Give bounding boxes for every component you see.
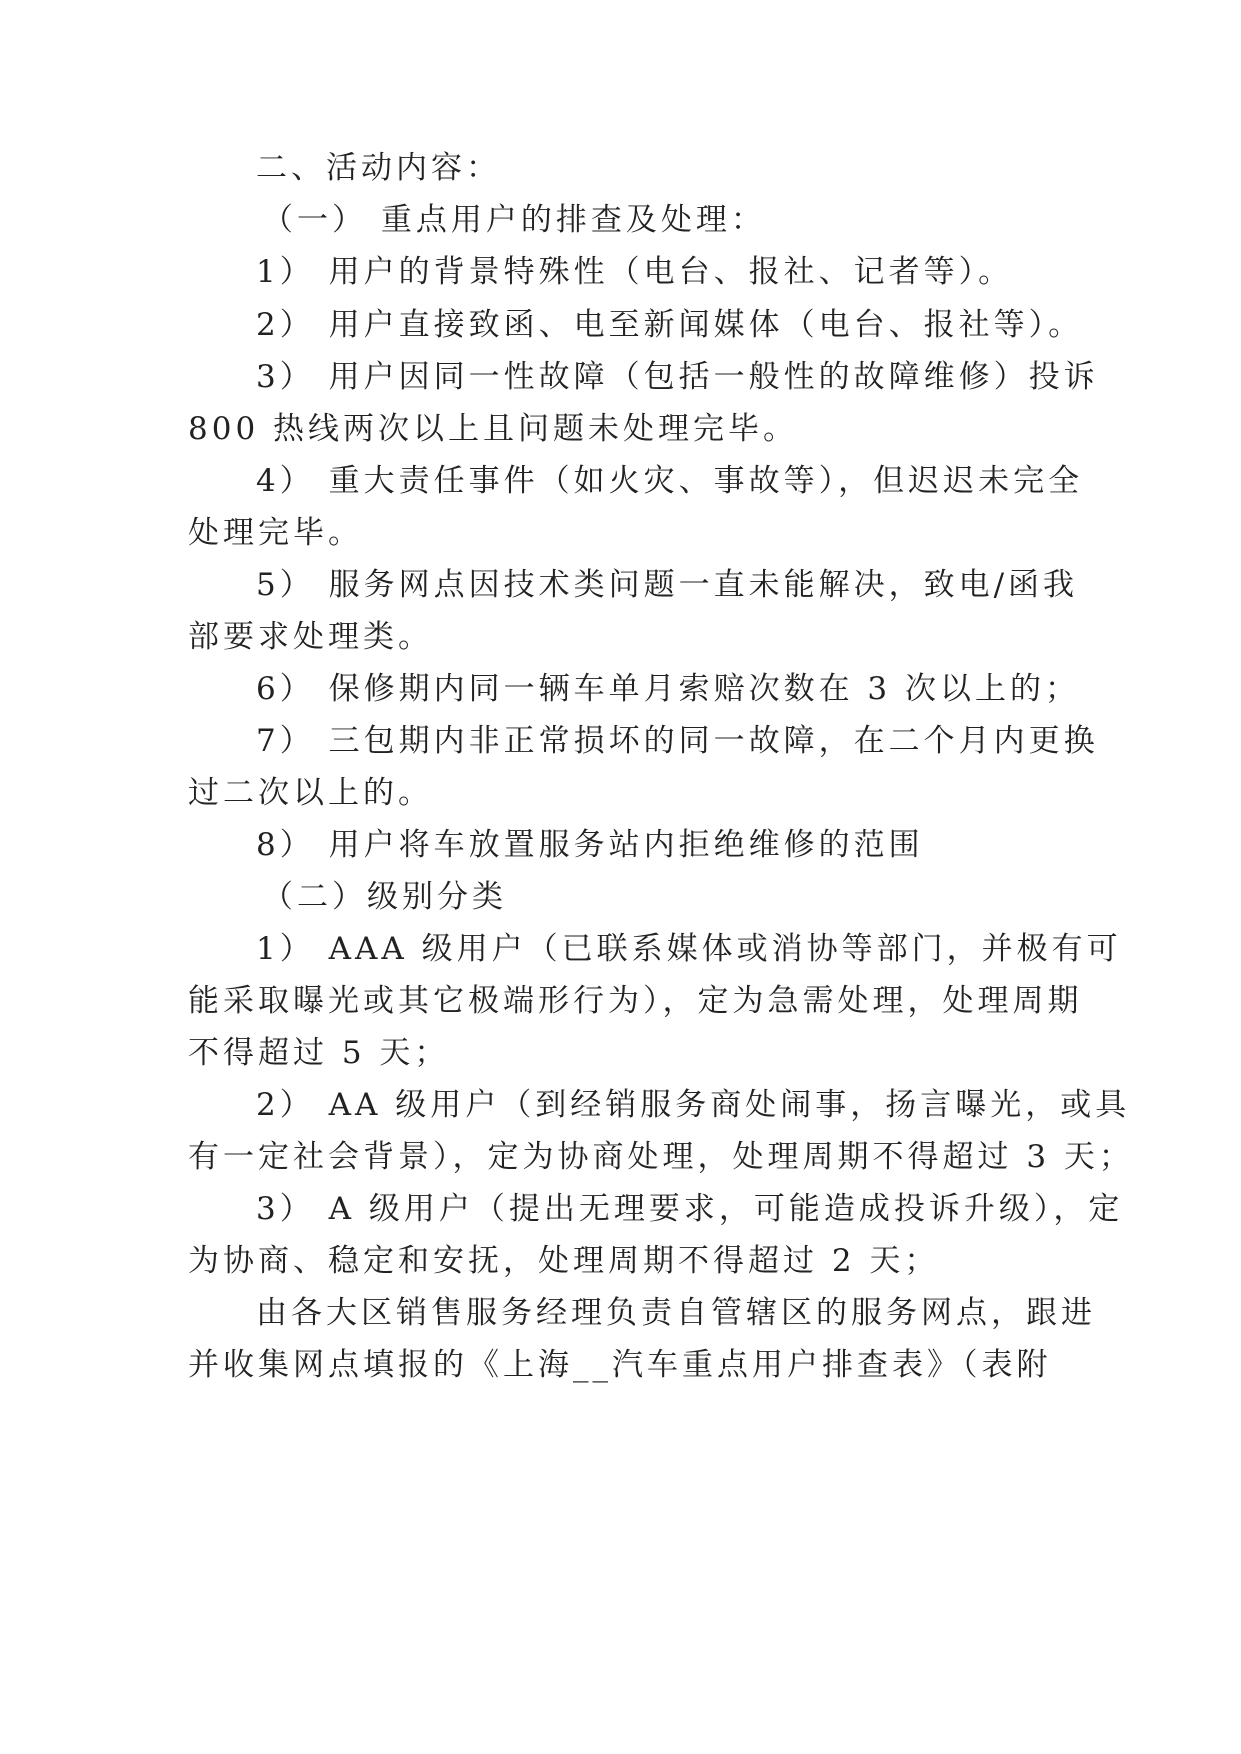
paragraph-line: 4） 重大责任事件（如火灾、事故等），但迟迟未完全 xyxy=(256,463,1084,499)
paragraph-line: 由各大区销售服务经理负责自管辖区的服务网点，跟进 xyxy=(256,1295,1096,1331)
section-heading: 二、活动内容： xyxy=(256,150,501,186)
paragraph-line: 6） 保修期内同一辆车单月索赔次数在 3 次以上的； xyxy=(256,671,1081,707)
paragraph-line: 5） 服务网点因技术类问题一直未能解决，致电/函我 xyxy=(256,567,1079,603)
paragraph-line: 3） 用户因同一性故障（包括一般性的故障维修）投诉 xyxy=(256,359,1099,395)
paragraph-line: 部要求处理类。 xyxy=(188,619,433,655)
paragraph-line: 8） 用户将车放置服务站内拒绝维修的范围 xyxy=(256,827,924,863)
paragraph-line: 2） AA 级用户（到经销服务商处闹事，扬言曝光，或具 xyxy=(256,1087,1131,1123)
paragraph-line: 过二次以上的。 xyxy=(188,775,433,811)
paragraph-line: 800 热线两次以上且问题未处理完毕。 xyxy=(188,411,799,447)
paragraph-line: 不得超过 5 天； xyxy=(188,1035,450,1071)
paragraph-line: 1） AAA 级用户（已联系媒体或消协等部门，并极有可 xyxy=(256,931,1122,967)
paragraph-line: 3） A 级用户（提出无理要求，可能造成投诉升级），定 xyxy=(256,1191,1124,1227)
paragraph-line: 并收集网点填报的《上海__汽车重点用户排查表》（表附 xyxy=(188,1347,1052,1383)
paragraph-line: 处理完毕。 xyxy=(188,515,363,551)
paragraph-line: 能采取曝光或其它极端形行为），定为急需处理，处理周期 xyxy=(188,983,1083,1019)
paragraph-line: 有一定社会背景），定为协商处理，处理周期不得超过 3 天； xyxy=(188,1139,1134,1175)
subsection-heading: （一） 重点用户的排查及处理： xyxy=(262,202,766,238)
paragraph-line: 1） 用户的背景特殊性（电台、报社、记者等）。 xyxy=(256,254,1014,290)
subsection-heading: （二）级别分类 xyxy=(262,879,507,915)
paragraph-line: 7） 三包期内非正常损坏的同一故障，在二个月内更换 xyxy=(256,723,1099,759)
paragraph-line: 2） 用户直接致函、电至新闻媒体（电台、报社等）。 xyxy=(256,307,1084,343)
paragraph-line: 为协商、稳定和安抚，处理周期不得超过 2 天； xyxy=(188,1243,940,1279)
